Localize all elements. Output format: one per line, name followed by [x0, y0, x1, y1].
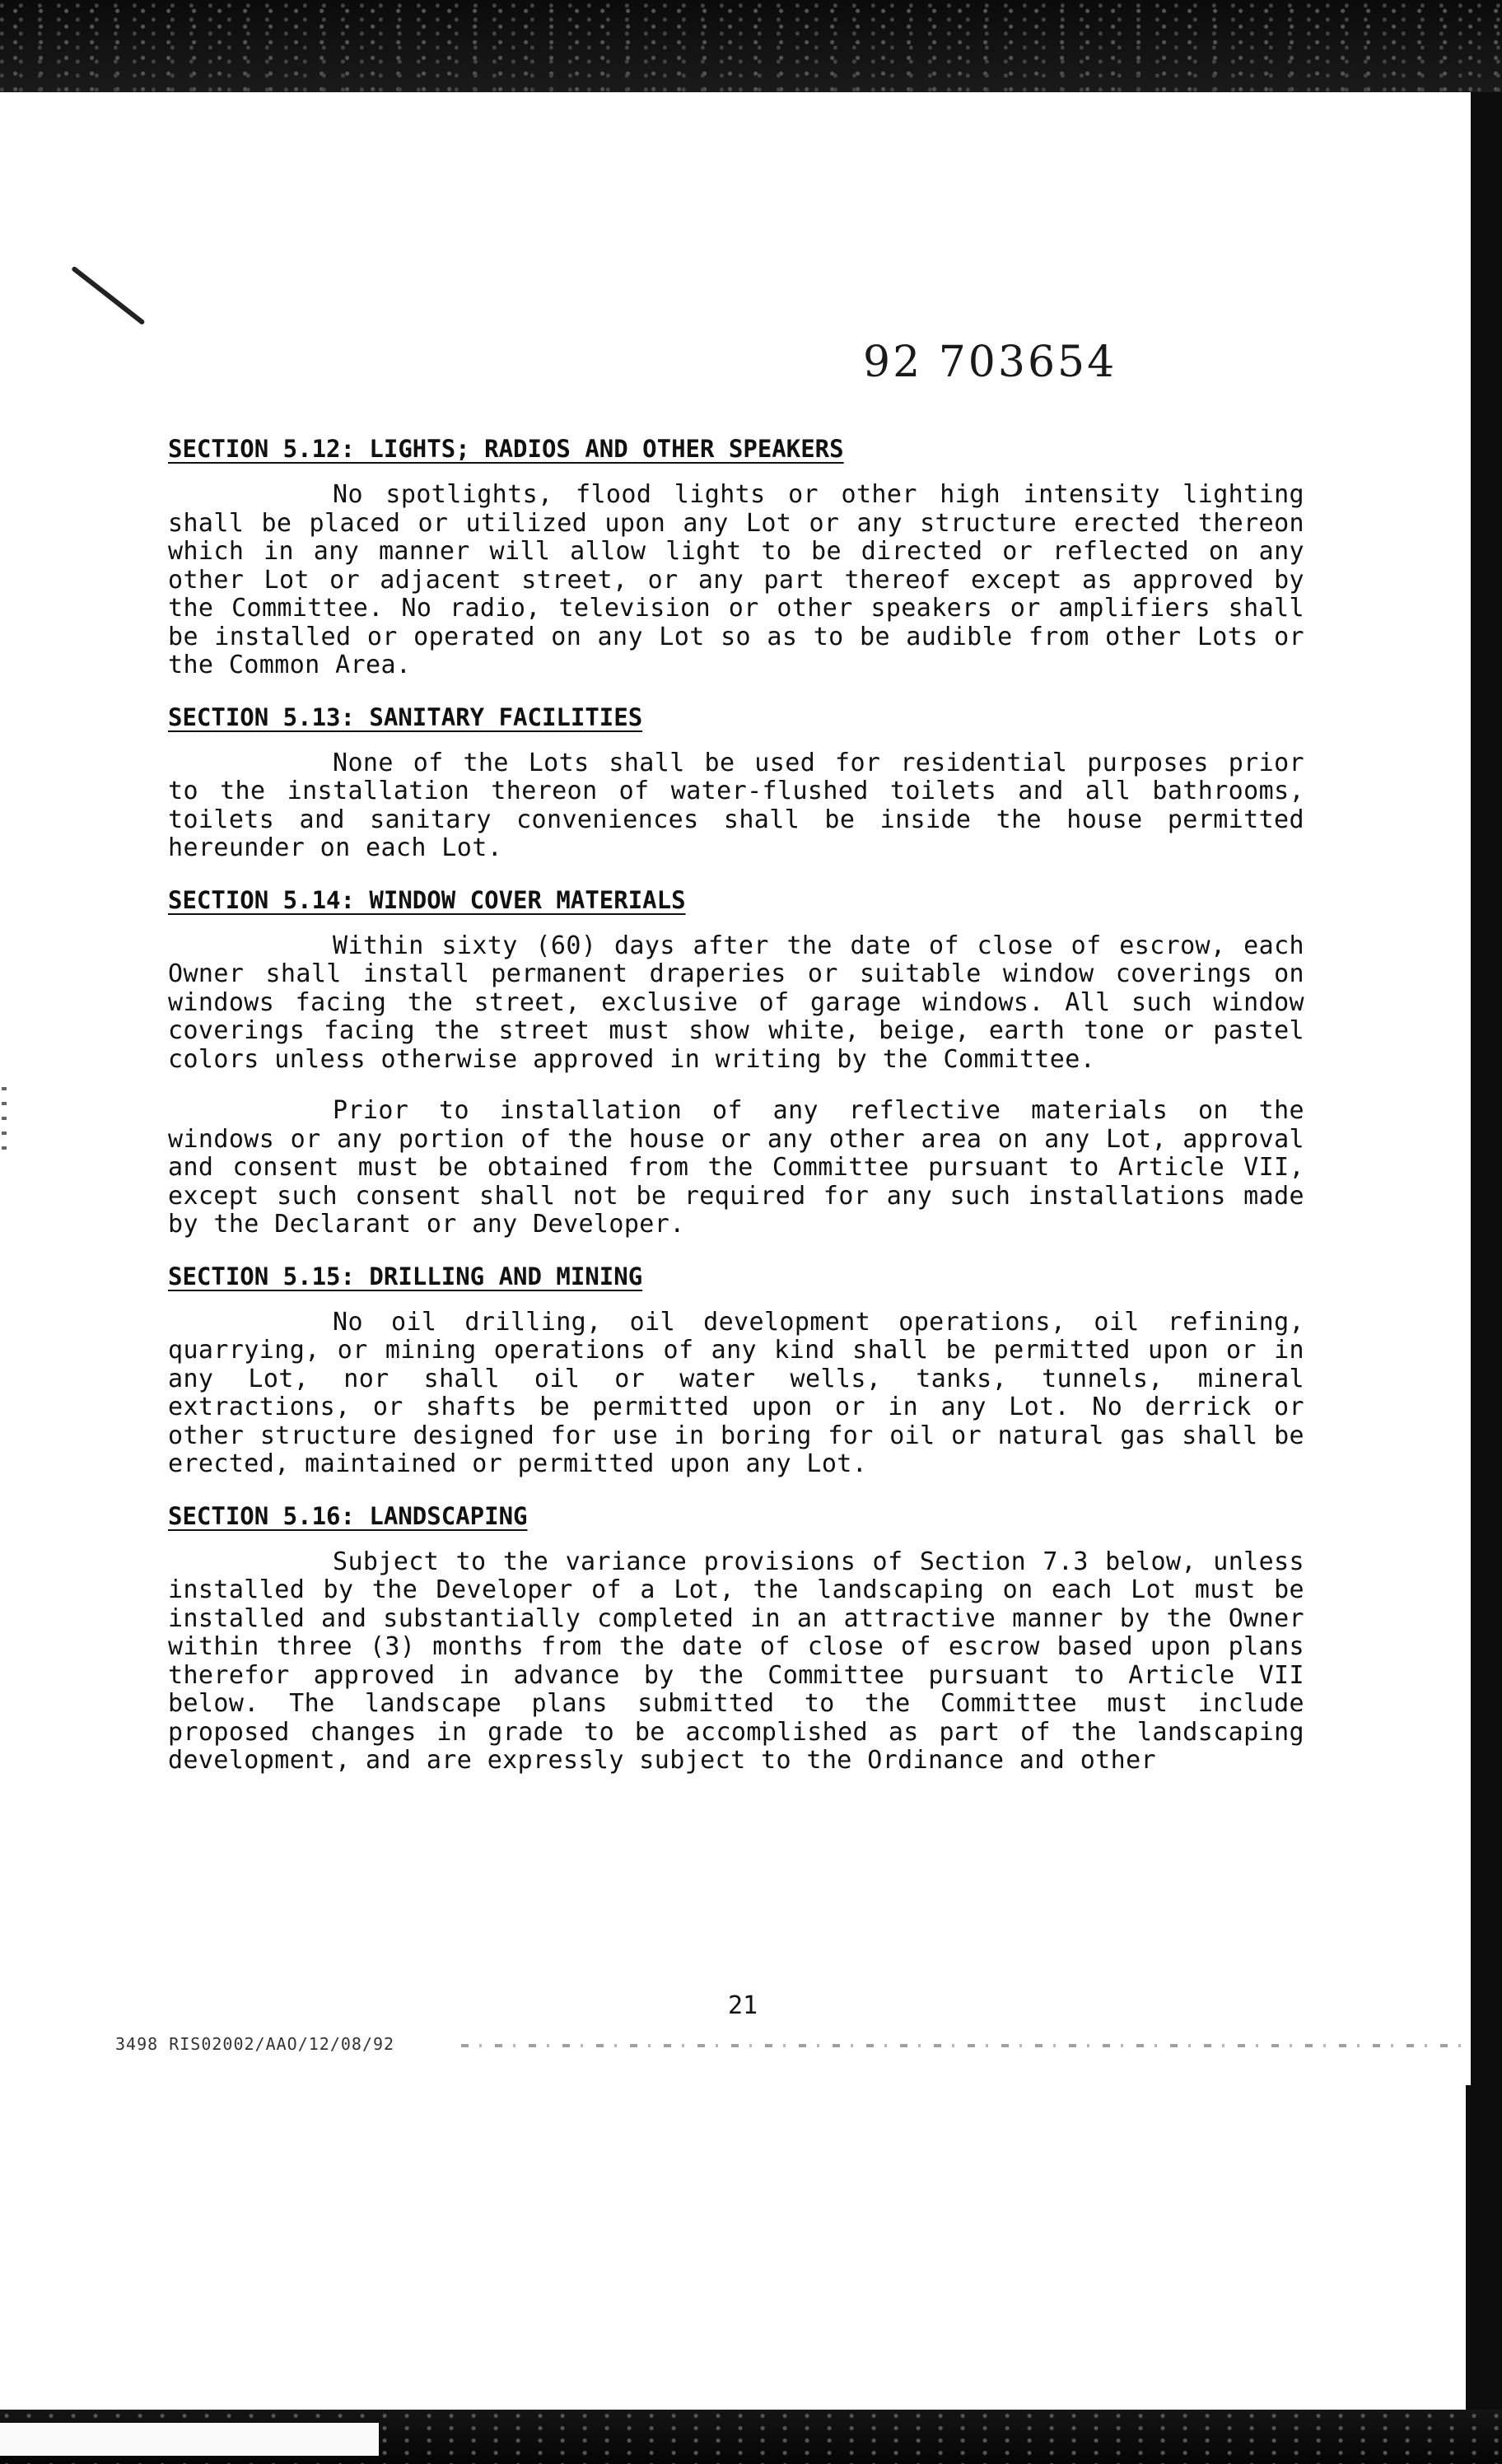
section-paragraph: No oil drilling, oil development operations, oil refining, quarrying, or mining operations of any kind shall be permitted upon or in any Lot, nor shall oil or water wells, tanks, tunnels, mineral extractions, or shafts be permitted upon or in any Lot. No derrick or other structure designed for use in boring for oil or natural gas shall be erected, maintained or permitted upon any Lot.: [168, 1307, 1304, 1478]
section-paragraph: No spotlights, flood lights or other high intensity lighting shall be placed or utilized upon any Lot or any structure erected thereon which in any manner will allow light to be directed or reflected on any other Lot or adjacent street, or any part thereof except as approved by the Committee. No radio, television or other speakers or amplifiers shall be installed or operated on any Lot so as to be audible from other Lots or the Common Area.: [168, 480, 1304, 679]
footer-noise: [461, 2044, 1474, 2047]
page-number: 21: [728, 1991, 758, 2020]
section-5-16: [168, 1502, 1304, 1776]
footer-code: 3498 RIS02002/AAO/12/08/92: [115, 2034, 395, 2054]
scan-border-right-lower: [1466, 2085, 1502, 2464]
section-5-12: [168, 435, 1304, 680]
scan-border-right: [1471, 92, 1502, 2085]
scan-mark: [71, 266, 145, 325]
document-number: 92 703654: [863, 338, 1117, 387]
scan-border-top: [0, 0, 1502, 92]
section-heading: SECTION 5.15: DRILLING AND MINING: [168, 1262, 643, 1290]
scan-side-dots: [2, 1087, 7, 1161]
section-5-15: [168, 1262, 1304, 1479]
section-heading: SECTION 5.16: LANDSCAPING: [168, 1501, 528, 1530]
section-5-13: [168, 703, 1304, 863]
section-paragraph: Prior to installation of any reflective materials on the windows or any portion of the house or any other area on any Lot, approval and consent must be obtained from the Committee pursuant to Article VII, except such consent shall not be required for any such installations made by the Declarant or any Developer.: [168, 1096, 1304, 1239]
document-body: [168, 435, 1304, 1799]
scan-border-bottom-patch: [0, 2423, 379, 2456]
section-paragraph: None of the Lots shall be used for residential purposes prior to the installation thereon of water-flushed toilets and all bathrooms, toilets and sanitary conveniences shall be inside the house permitted hereunder on each Lot.: [168, 748, 1304, 862]
section-paragraph: Within sixty (60) days after the date of close of escrow, each Owner shall install permanent draperies or suitable window coverings on windows facing the street, exclusive of garage windows. All such window coverings facing the street must show white, beige, earth tone or pastel colors unless otherwise approved in writing by the Committee.: [168, 931, 1304, 1074]
section-heading: SECTION 5.13: SANITARY FACILITIES: [168, 702, 643, 731]
section-paragraph: Subject to the variance provisions of Section 7.3 below, unless installed by the Developer of a Lot, the landscaping on each Lot must be installed and substantially completed in an attractive manner by the Owner within three (3) months from the date of close of escrow based upon plans therefor approved in advance by the Committee pursuant to Article VII below. The landscape plans submitted to the Committee must include proposed changes in grade to be accomplished as part of the landscaping development, and are expressly subject to the Ordinance and other: [168, 1547, 1304, 1775]
section-heading: SECTION 5.12: LIGHTS; RADIOS AND OTHER SPEAKERS: [168, 435, 844, 463]
section-heading: SECTION 5.14: WINDOW COVER MATERIALS: [168, 885, 686, 914]
section-5-14: [168, 886, 1304, 1239]
